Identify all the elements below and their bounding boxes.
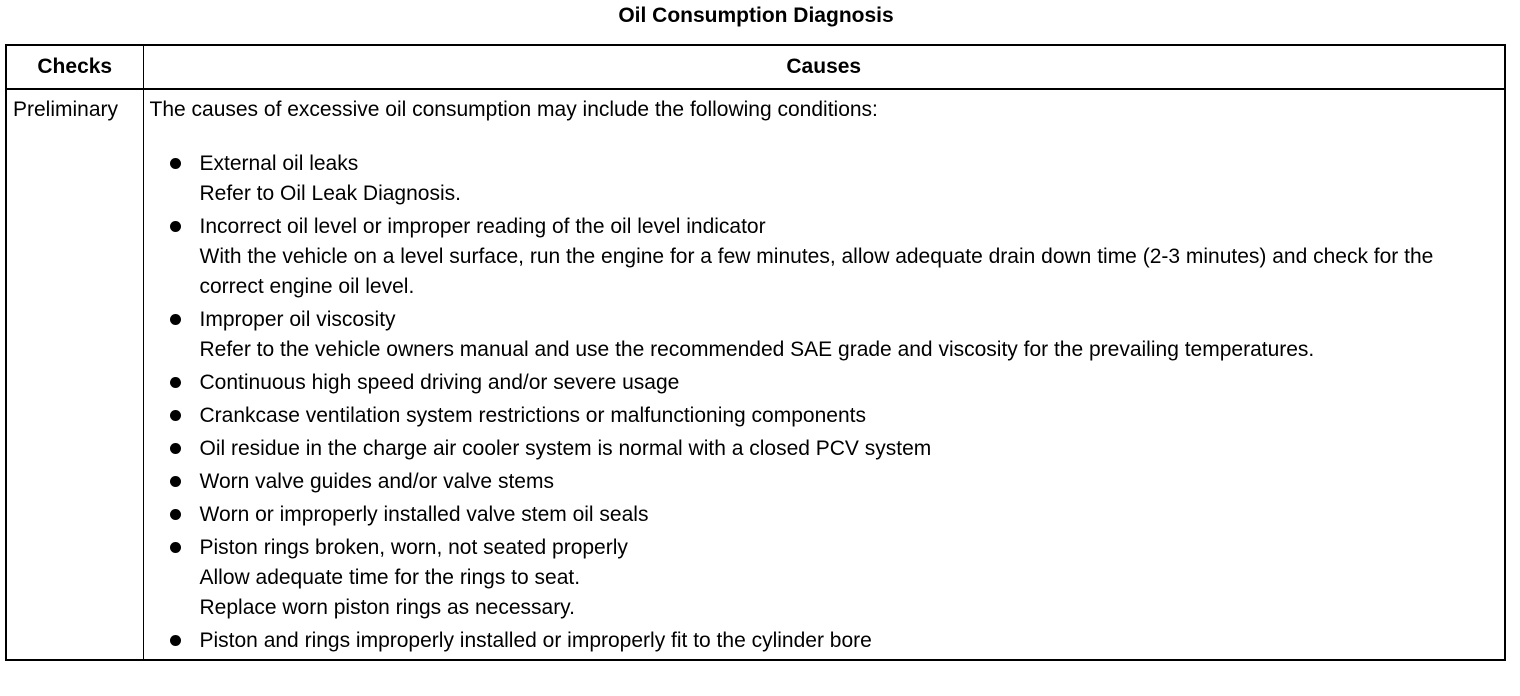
list-item [150,500,1497,530]
list-item-title: Worn valve guides and/or valve stems [199,470,554,493]
list-item-title: Piston and rings improperly installed or improperly fit to the cylinder bore [199,629,872,652]
list-item-title: Continuous high speed driving and/or severe usage [199,371,680,394]
list-item [150,149,1497,209]
bullet-icon [170,476,181,487]
bullet-icon [170,158,181,169]
list-item-title: Oil residue in the charge air cooler system is normal with a closed PCV system [199,437,932,460]
list-item [150,401,1497,431]
list-item-detail: With the vehicle on a level surface, run the engine for a few minutes, allow adequate drain down time (2-3 minutes) and check for the correct engine oil level. [199,245,1434,298]
list-item-detail: Refer to the vehicle owners manual and use the recommended SAE grade and viscosity for the prevailing temperatures. [199,338,1315,361]
check-cell: Preliminary [6,89,143,660]
bullet-icon [170,635,181,646]
list-item-title: Worn or improperly installed valve stem oil seals [199,503,649,526]
list-item [150,467,1497,497]
list-item [150,533,1497,623]
list-item-title: Crankcase ventilation system restrictions or malfunctioning components [199,404,866,427]
list-item [150,434,1497,464]
cause-list [150,149,1497,656]
page-title: Oil Consumption Diagnosis [618,4,894,27]
bullet-icon [170,410,181,421]
header-causes: Causes [143,45,1505,89]
table-row [6,89,1505,660]
list-item-title: Incorrect oil level or improper reading of the oil level indicator [199,215,766,238]
diagnosis-table [5,44,1506,661]
list-item [150,368,1497,398]
list-item-title: Improper oil viscosity [199,308,396,331]
bullet-icon [170,377,181,388]
causes-intro: The causes of excessive oil consumption may include the following conditions: [149,98,878,121]
bullet-icon [170,542,181,553]
table-header-row [6,45,1505,89]
list-item-detail: Replace worn piston rings as necessary. [199,596,575,619]
causes-cell [143,89,1505,660]
header-checks: Checks [6,45,143,89]
bullet-icon [170,509,181,520]
list-item-detail: Refer to Oil Leak Diagnosis. [199,182,461,205]
list-item-title: Piston rings broken, worn, not seated properly [199,536,628,559]
list-item [150,212,1497,302]
list-item [150,626,1497,656]
bullet-icon [170,443,181,454]
list-item-title: External oil leaks [199,152,359,175]
bullet-icon [170,221,181,232]
bullet-icon [170,314,181,325]
list-item-detail: Allow adequate time for the rings to seat. [199,566,581,589]
list-item [150,305,1497,365]
